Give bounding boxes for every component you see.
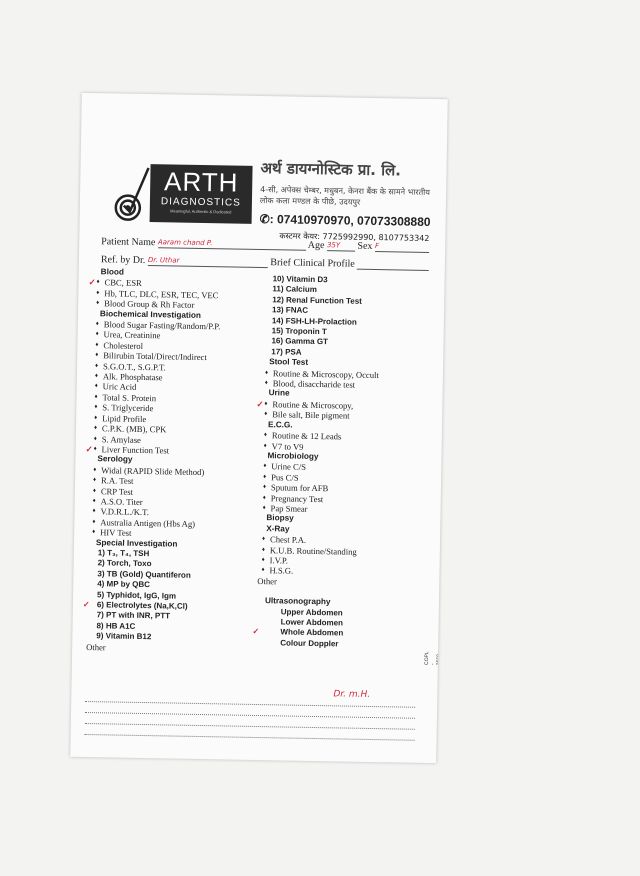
item-text: Lipid Profile xyxy=(102,412,147,424)
item-text: Urine xyxy=(268,388,290,398)
bullet-icon: ♦ xyxy=(263,463,267,470)
bullet-icon: ♦ xyxy=(262,494,266,501)
bullet-icon: ♦ xyxy=(92,529,96,536)
item-text: HIV Test xyxy=(100,527,132,538)
item-text: Pregnancy Test xyxy=(270,492,324,504)
bullet-icon: ♦ xyxy=(93,466,97,473)
item-text: Australia Antigen (Hbs Ag) xyxy=(100,516,196,529)
brand-logo xyxy=(150,164,253,224)
brief-profile-line xyxy=(357,269,429,271)
item-text: 15) Troponin T xyxy=(271,326,327,337)
sex-label: Sex xyxy=(357,240,373,252)
item-text: E.C.G. xyxy=(267,419,293,430)
logo-sub-text: DIAGNOSTICS xyxy=(160,196,241,209)
age-value: 35Y xyxy=(326,241,341,250)
bullet-icon: ♦ xyxy=(92,498,96,505)
item-text: R.A. Test xyxy=(100,475,134,486)
item-text: S. Amylase xyxy=(101,433,142,445)
bullet-icon: ♦ xyxy=(92,518,96,525)
check-mark-icon: ✓ xyxy=(85,443,93,455)
phone-text: : 07410970970, 07073308880 xyxy=(269,212,431,229)
target-check-logo-icon xyxy=(110,163,151,224)
item-text: Colour Doppler xyxy=(280,638,339,649)
item-text: Pus C/S xyxy=(271,471,299,483)
bullet-icon: ♦ xyxy=(95,321,99,328)
item-text: Total S. Protein xyxy=(102,392,157,404)
ref-line xyxy=(148,254,268,268)
bullet-icon: ♦ xyxy=(263,473,267,480)
bullet-icon: ♦ xyxy=(96,300,100,307)
check-mark-icon: ✓ xyxy=(88,277,96,288)
bullet-icon: ♦ xyxy=(95,341,99,349)
age-line xyxy=(327,239,355,251)
item-text: 14) FSH-LH-Prolaction xyxy=(271,315,357,327)
item-text: Bilirubin Total/Direct/Indirect xyxy=(103,350,207,363)
patient-name-value: Aaram chand P. xyxy=(157,238,213,248)
item-text: Hb, TLC, DLC, ESR, TEC, VEC xyxy=(104,288,219,301)
item-text: Routine & Microscopy, Occult xyxy=(272,367,379,380)
ultrasound-item xyxy=(256,638,426,651)
item-text: Widal (RAPID Slide Method) xyxy=(101,464,205,477)
item-text: A.S.O. Titer xyxy=(100,496,143,507)
bullet-icon: ♦ xyxy=(94,414,98,421)
item-text: S. Triglyceride xyxy=(102,402,154,414)
phone-icon: ✆ xyxy=(259,211,270,227)
item-text: 17) PSA xyxy=(271,347,302,357)
item-text: CBC, ESR xyxy=(104,277,142,289)
patient-name-label: Patient Name xyxy=(101,236,156,249)
item-text: Pap Smear xyxy=(270,503,308,514)
item-text: Blood xyxy=(100,267,124,277)
item-text: Urine C/S xyxy=(271,461,307,473)
sex-line xyxy=(375,240,429,253)
bullet-icon: ♦ xyxy=(263,442,267,449)
other-label xyxy=(86,642,256,655)
hindi-company-name: अर्थ डायग्नोस्टिक प्रा. लि. xyxy=(260,158,402,180)
item-text: 9) Vitamin B12 xyxy=(96,631,152,642)
ref-label: Ref. by Dr. xyxy=(100,254,146,266)
bullet-icon: ♦ xyxy=(94,404,98,411)
right-test-column xyxy=(252,274,433,651)
item-text: Other xyxy=(257,575,277,587)
item-text: H.S.G. xyxy=(269,565,294,576)
phone-numbers xyxy=(260,212,431,229)
item-text: Special Investigation xyxy=(95,537,178,549)
item-text: 11) Calcium xyxy=(272,284,317,295)
item-text: C.P.K. (MB), CPK xyxy=(101,423,167,435)
bullet-icon: ♦ xyxy=(92,508,96,515)
item-text: S.G.O.T., S.G.P.T. xyxy=(102,360,166,373)
bullet-icon: ♦ xyxy=(262,505,266,512)
item-text: I.V.P. xyxy=(269,555,289,566)
item-text: 6) Electrolytes (Na,K,Cl) xyxy=(96,600,188,611)
item-text: Other xyxy=(86,641,106,652)
item-text: Routine & 12 Leads xyxy=(271,430,342,442)
item-text: 5) Typhidot, IgG, Igm xyxy=(96,589,177,601)
item-text: X-Ray xyxy=(266,523,290,534)
item-text: 2) Torch, Toxo xyxy=(97,558,152,569)
item-text: Sputum for AFB xyxy=(270,482,329,494)
bullet-icon: ♦ xyxy=(93,446,97,453)
bullet-icon: ♦ xyxy=(93,425,98,432)
bullet-icon: ♦ xyxy=(262,484,267,491)
item-text: CRP Test xyxy=(100,485,134,497)
item-text: 13) FNAC xyxy=(271,305,309,316)
item-text: 12) Renal Function Test xyxy=(272,295,362,306)
item-text: V7 to V9 xyxy=(271,440,304,452)
item-text: Biopsy xyxy=(266,513,294,523)
item-text: 16) Gamma GT xyxy=(271,336,329,347)
item-text: 7) PT with INR, PTT xyxy=(96,610,171,621)
requisition-form-page xyxy=(70,93,448,763)
bullet-icon: ♦ xyxy=(261,567,265,574)
item-text: Urea, Creatinine xyxy=(103,329,161,341)
bullet-icon: ♦ xyxy=(94,394,98,401)
logo-tagline: Meaningful, Authentic & Dedicated xyxy=(170,208,232,215)
item-text: Routine & Microscopy, xyxy=(272,399,354,411)
item-text: Liver Function Test xyxy=(101,444,170,456)
bullet-icon: ♦ xyxy=(96,289,100,297)
bullet-icon: ♦ xyxy=(264,400,268,408)
bullet-icon: ♦ xyxy=(94,373,98,380)
hindi-address: 4-सी, अपेक्स चेम्बर, मधुबन, केनरा बैंक के सामने भारतीय लोक कला मण्डल के पीछे, उदयपुर xyxy=(259,184,430,207)
patient-name-line xyxy=(158,236,306,251)
item-text: Upper Abdomen xyxy=(280,607,343,618)
item-text: Alk. Phosphatase xyxy=(102,371,163,383)
ref-value: Dr. Uthar xyxy=(147,256,180,265)
item-text: Chest P.A. xyxy=(269,534,307,545)
bullet-icon: ♦ xyxy=(263,432,267,439)
sex-value: F xyxy=(374,241,380,251)
bullet-icon: ♦ xyxy=(261,546,265,553)
age-label: Age xyxy=(307,239,325,252)
item-text: 10) Vitamin D3 xyxy=(272,274,328,285)
bullet-icon: ♦ xyxy=(95,352,99,359)
bullet-icon: ♦ xyxy=(93,435,97,442)
form-code: COPL - 3558 xyxy=(423,651,443,666)
check-mark-icon: ✓ xyxy=(252,627,260,637)
bullet-icon: ♦ xyxy=(93,477,97,484)
item-text: 4) MP by QBC xyxy=(97,579,151,590)
item-text: Stool Test xyxy=(269,357,309,368)
bullet-icon: ♦ xyxy=(264,369,269,376)
bullet-icon: ♦ xyxy=(95,362,99,369)
bullet-icon: ♦ xyxy=(92,487,96,494)
item-text: Cholesterol xyxy=(103,340,144,351)
item-text: V.D.R.L./K.T. xyxy=(100,506,149,518)
doctor-signature: Dr. m.H. xyxy=(333,689,371,700)
item-text: Biochemical Investigation xyxy=(99,308,202,320)
item-text: Bile salt, Bile pigment xyxy=(272,409,350,421)
item-text: Blood, disaccharide test xyxy=(272,378,356,390)
item-text: Serology xyxy=(97,454,133,465)
brief-profile-label: Brief Clinical Profile xyxy=(270,257,355,270)
bullet-icon: ♦ xyxy=(261,557,265,564)
bullet-icon: ♦ xyxy=(94,383,98,390)
item-text: Ultrasonography xyxy=(264,596,331,607)
bullet-icon: ♦ xyxy=(262,536,266,543)
left-test-column xyxy=(82,267,266,655)
customer-care: कस्टमर केयर: 7725992990, 8107753342 xyxy=(279,231,430,243)
item-text: 1) T₃, T₄, TSH xyxy=(97,548,150,559)
item-text: 3) TB (Gold) Quantiferon xyxy=(97,568,191,580)
check-mark-icon: ✓ xyxy=(82,599,90,610)
item-text: Blood Group & Rh Factor xyxy=(104,298,195,311)
bullet-icon: ♦ xyxy=(264,380,268,387)
item-text: Microbiology xyxy=(267,451,319,461)
item-text: Blood Sugar Fasting/Random/P.P. xyxy=(103,319,221,332)
bullet-icon: ♦ xyxy=(95,331,99,338)
item-text: Uric Acid xyxy=(102,381,137,393)
item-text: Whole Abdomen xyxy=(280,627,344,638)
bullet-icon: ♦ xyxy=(96,279,100,286)
check-mark-icon: ✓ xyxy=(256,398,264,409)
item-text: K.U.B. Routine/Standing xyxy=(269,544,357,557)
bullet-icon: ♦ xyxy=(264,411,268,418)
item-text: 8) HB A1C xyxy=(96,621,136,631)
logo-main-text: ARTH xyxy=(163,166,239,198)
item-text: Lower Abdomen xyxy=(280,617,344,628)
